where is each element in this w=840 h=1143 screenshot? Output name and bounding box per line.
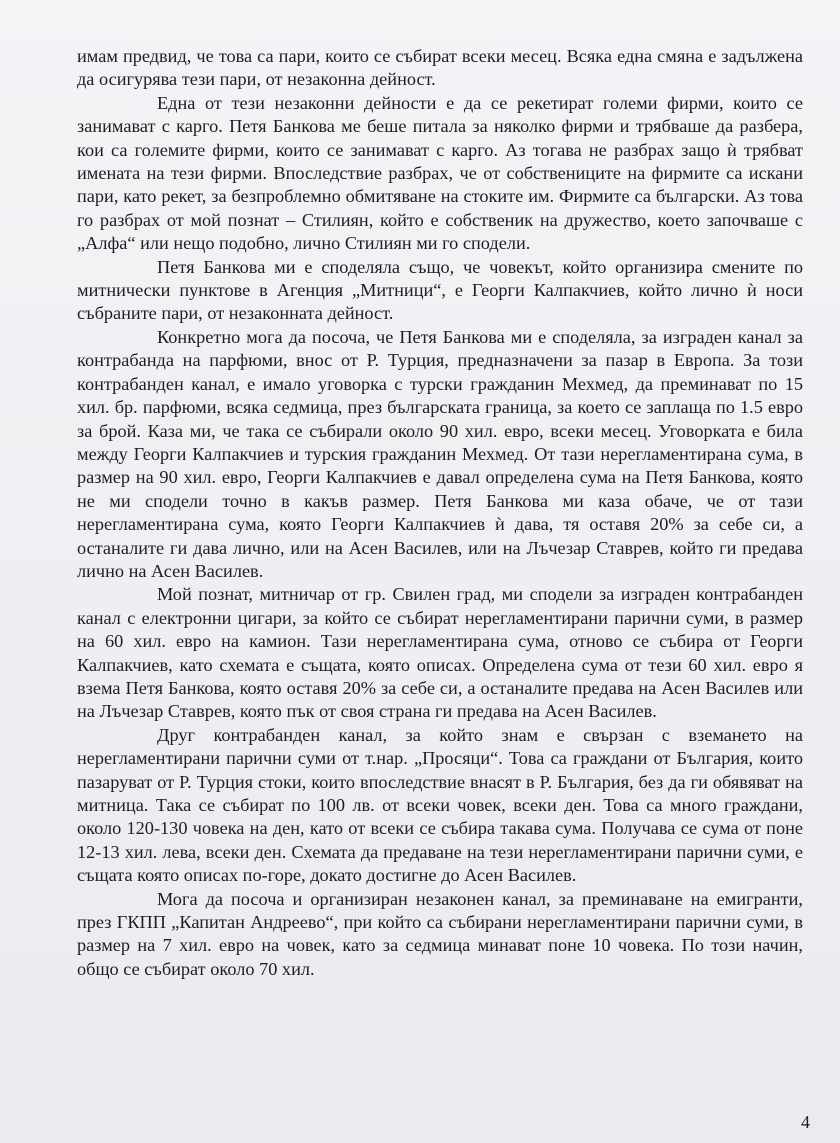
paragraph-perfume-smuggling: Конкретно мога да посоча, че Петя Банкова ми е споделяла, за изграден канал за контрабанда на парфюми, внос от Р. Турция, предназначени за пазар в Европа. За този контрабанден канал, е имало уговорка с турски гражданин Мехмед, да преминават по 15 хил. бр. парфюми, всяка седмица, през българската граница, за което се заплаща по 1.5 евро за брой. Каза ми, че така се събирали около 90 хил. евро, всеки месец. Уговорката е била между Георги Калпакчиев и турския гражданин Мехмед. От тази нерегламентирана сума, в размер на 90 хил. евро, Георги Калпакчиев е давал определена сума на Петя Банкова, която не ми сподели точно в какъв размер. Петя Банкова ми каза обаче, че от тази нерегламентирана сума, която Георги Калпакчиев ѝ дава, тя оставя 20% за себе си, а останалите ги дава лично, или на Асен Василев, или на Лъчезар Ставрев, който ги предава лично на Асен Василев. bbox=[77, 326, 803, 581]
paragraph-cargo-racketeering: Една от тези незаконни дейности е да се рекетират големи фирми, които се занимават с карго. Петя Банкова ме беше питала за няколко фирми и трябваше да разбера, кои са големите фирми, които се занимават с карго. Аз тогава не разбрах защо ѝ трябват имената на тези фирми. Впоследствие разбрах, че от собствениците на фирмите са искани пари, като рекет, за безпроблемно обмитяване на стоките им. Фирмите са български. Аз това го разбрах от мой познат – Стилиян, който е собственик на дружество, което започваше с „Алфа“ или нещо подобно, лично Стилиян ми го сподели. bbox=[77, 92, 803, 254]
paragraph-continuation: имам предвид, че това са пари, които се събират всеки месец. Всяка една смяна е задължена да осигурява тези пари, от незаконна дейност. bbox=[77, 46, 803, 90]
page-number: 4 bbox=[801, 1112, 810, 1132]
paragraph-beggars-channel: Друг контрабанден канал, за който знам е свързан с вземането на нерегламентирани парични суми от т.нар. „Просяци“. Това са граждани от България, които пазаруват от Р. Турция стоки, които впоследствие внасят в Р. България, без да ги обявяват на митница. Така се събират по 100 лв. от всеки човек, всеки ден. Това са много граждани, около 120-130 човека на ден, като от всеки се събира такава сума. Получава се сума от поне 12-13 хил. лева, всеки ден. Схемата да предаване на тези нерегламентирани парични суми, е същата която описах по-горе, докато достигне до Асен Василев. bbox=[77, 724, 803, 886]
paragraph-shift-organizer: Петя Банкова ми е споделяла също, че човекът, който организира смените по митнически пунктове в Агенция „Митници“, е Георги Калпакчиев, който лично ѝ носи събраните пари, от незаконната дейност. bbox=[77, 256, 803, 324]
paragraph-electronic-cigarettes: Мой познат, митничар от гр. Свилен град, ми сподели за изграден контрабанден канал с електронни цигари, за който се събират нерегламентирани парични суми, в размер на 60 хил. евро на камион. Тази нерегламентирана сума, отново се събира от Георги Калпакчиев, като схемата е същата, която описах. Определена сума от тези 60 хил. евро я взема Петя Банкова, която оставя 20% за себе си, а останалите предава на Асен Василев или на Лъчезар Ставрев, която пък от своя страна ги предава на Асен Василев. bbox=[77, 584, 803, 722]
document-body bbox=[77, 45, 803, 981]
paragraph-migrants-channel: Мога да посоча и организиран незаконен канал, за преминаване на емигранти, през ГКПП „Капитан Андреево“, при който са събирани нерегламентирани парични суми, в размер на 7 хил. евро на човек, като за седмица минават поне 10 човека. По този начин, общо се събират около 70 хил. bbox=[77, 888, 803, 979]
